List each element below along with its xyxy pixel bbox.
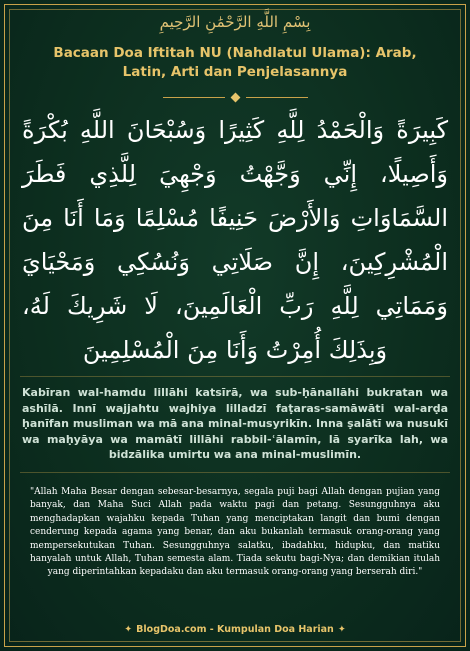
divider (20, 376, 450, 377)
ornament-line-left (163, 97, 225, 98)
basmalah: بِسْمِ اللَّهِ الرَّحْمَٰنِ الرَّحِيمِ (159, 13, 311, 31)
arabic-text: كَبِيرَةً وَالْحَمْدُ لِلَّهِ كَثِيرًا وَسُبْحَانَ اللَّهِ بُكْرَةً وَأَصِيلًا، إِنِّي وَجَّهْتُ وَجْهِيَ لِلَّذِي فَطَرَ السَّمَاوَاتِ وَالأَرْضَ حَنِيفًا مُسْلِمًا وَمَا أَنَا مِنَ الْمُشْرِكِينَ، إِنَّ صَلَاتِي وَنُسُكِي وَمَحْيَايَ وَمَمَاتِي لِلَّهِ رَبِّ الْعَالَمِينَ، لَا شَرِيكَ لَهُ، وَبِذَلِكَ أُمِرْتُ وَأَنَا مِنَ الْمُسْلِمِينَ (22, 116, 448, 364)
indonesian-translation: "Allah Maha Besar dengan sebesar-besarnya, segala puji bagi Allah dengan pujian yang banyak, dan Maha Suci Allah pada waktu pagi dan petang. Sesungguhnya aku menghadapkan wajahku kepada Tuhan yang menciptakan langit dan bumi dengan cenderung kepada agama yang benar, dan aku bukanlah termasuk orang-orang yang mempersekutukan Tuhan. Sesungguhnya salatku, ibadahku, hidupku, dan matiku hanyalah untuk Allah, Tuhan semesta alam. Tiada sekutu bagi-Nya; dan demikian itulah yang diperintahkan kepadaku dan aku termasuk orang-orang yang berserah diri." (30, 487, 440, 578)
title-ornament (0, 90, 470, 104)
star-icon: ✦ (124, 624, 133, 635)
diamond-icon (230, 92, 240, 102)
footer-text: BlogDoa.com - Kumpulan Doa Harian (136, 624, 334, 635)
latin-transliteration: Kabīran wal-hamdu lillāhi katsīrā, wa sub-ḥānallāhi bukratan wa ashīlā. Innī wajjahtu wajhiya lilladzī faṭaras-samāwāti wal-arḍa ḥanīfan musliman wa mā ana minal-musyrikīn. Inna ṣalātī wa nusukī wa maḥyāya wa mamātī lillāhi rabbil-ʿālamīn, lā syarīka lah, wa bidzālika umirtu wa ana minal-muslimīn. (22, 386, 448, 461)
divider (20, 472, 450, 473)
footer (0, 624, 470, 635)
star-icon: ✦ (337, 624, 346, 635)
ornament-line-right (246, 97, 308, 98)
page-title: Bacaan Doa Iftitah NU (Nahdlatul Ulama): Arab, Latin, Arti dan Penjelasannya (53, 45, 417, 80)
